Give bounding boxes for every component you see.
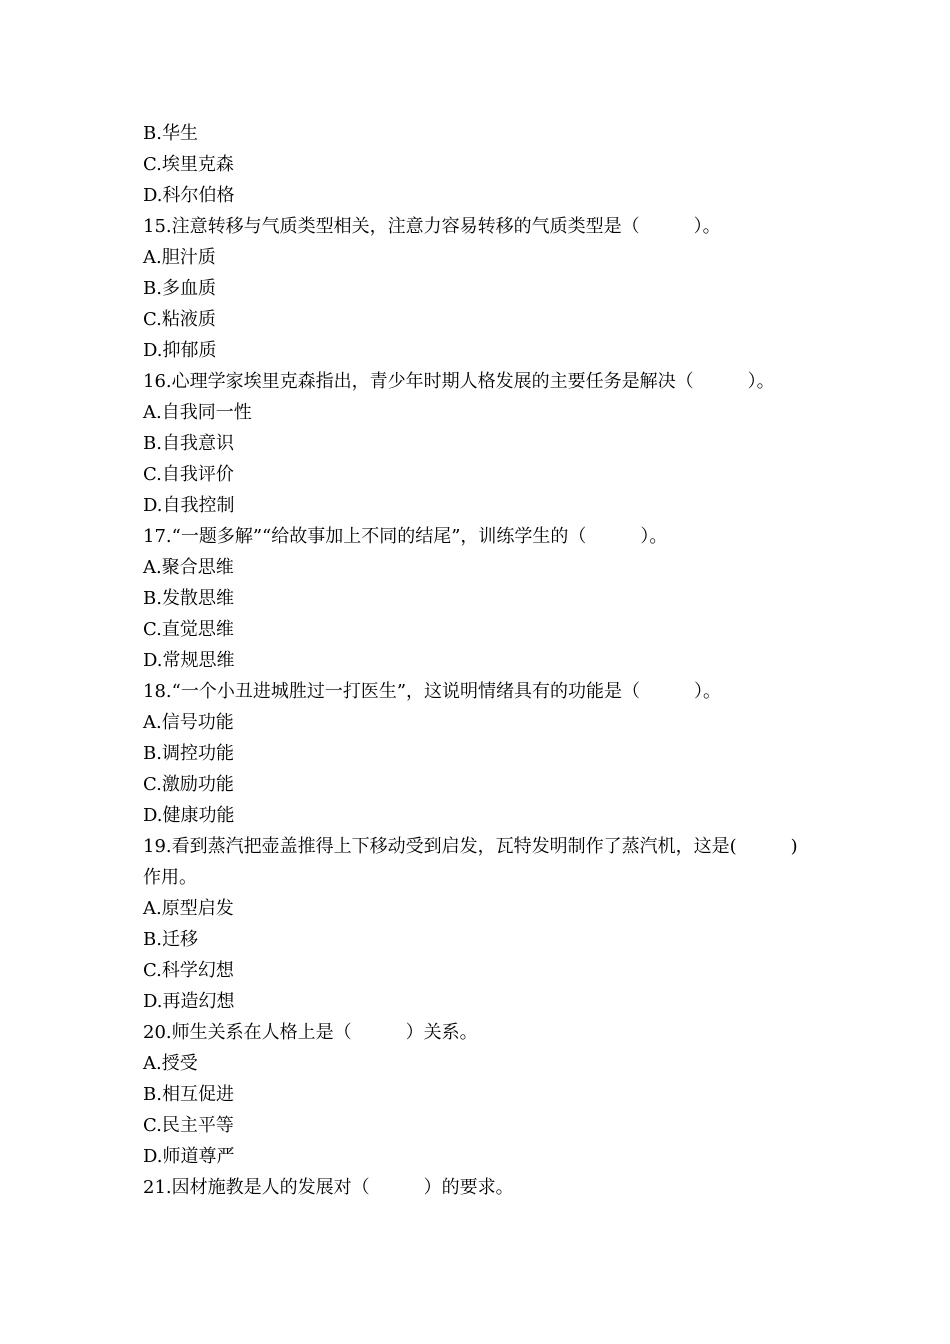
option-a: A.授受 bbox=[143, 1053, 198, 1074]
option-c: C.粘液质 bbox=[143, 309, 216, 330]
question-18 bbox=[143, 676, 833, 831]
question-stem: 20.师生关系在人格上是（ ）关系。 bbox=[143, 1022, 478, 1043]
option-b: B.多血质 bbox=[143, 278, 216, 299]
option-b: B.发散思维 bbox=[143, 588, 234, 609]
option-d: D.抑郁质 bbox=[143, 340, 217, 361]
question-15 bbox=[143, 211, 833, 366]
option-b: B.自我意识 bbox=[143, 433, 234, 454]
question-20 bbox=[143, 1017, 833, 1172]
question-stem: 18.“一个小丑进城胜过一打医生”，这说明情绪具有的功能是（ ）。 bbox=[143, 681, 722, 702]
option-b: B.相互促进 bbox=[143, 1084, 234, 1105]
option-d: D.师道尊严 bbox=[143, 1146, 235, 1167]
question-21 bbox=[143, 1172, 833, 1203]
question-17 bbox=[143, 521, 833, 676]
option-a: A.信号功能 bbox=[143, 712, 234, 733]
question-stem: 17.“一题多解”“给故事加上不同的结尾”，训练学生的（ ）。 bbox=[143, 526, 668, 547]
exam-page bbox=[143, 118, 833, 1203]
option-c: C.直觉思维 bbox=[143, 619, 234, 640]
option-d: D.常规思维 bbox=[143, 650, 235, 671]
option-d: D.自我控制 bbox=[143, 495, 235, 516]
previous-question-options bbox=[143, 118, 833, 211]
option-b: B.迁移 bbox=[143, 929, 198, 950]
option-c: C.自我评价 bbox=[143, 464, 234, 485]
question-19 bbox=[143, 831, 833, 1017]
option-c: C.埃里克森 bbox=[143, 154, 234, 175]
option-c: C.激励功能 bbox=[143, 774, 234, 795]
question-stem: 19.看到蒸汽把壶盖推得上下移动受到启发，瓦特发明制作了蒸汽机，这是( ) bbox=[143, 836, 798, 857]
option-d: D.健康功能 bbox=[143, 805, 235, 826]
option-a: A.自我同一性 bbox=[143, 402, 252, 423]
question-stem: 21.因材施教是人的发展对（ ）的要求。 bbox=[143, 1177, 514, 1198]
option-a: A.原型启发 bbox=[143, 898, 234, 919]
option-a: A.胆汁质 bbox=[143, 247, 216, 268]
question-16 bbox=[143, 366, 833, 521]
option-a: A.聚合思维 bbox=[143, 557, 234, 578]
question-stem-continued: 作用。 bbox=[143, 867, 197, 888]
option-b: B.调控功能 bbox=[143, 743, 234, 764]
option-d: D.科尔伯格 bbox=[143, 185, 235, 206]
option-b: B.华生 bbox=[143, 123, 198, 144]
question-stem: 16.心理学家埃里克森指出，青少年时期人格发展的主要任务是解决（ ）。 bbox=[143, 371, 775, 392]
option-c: C.民主平等 bbox=[143, 1115, 234, 1136]
option-d: D.再造幻想 bbox=[143, 991, 235, 1012]
option-c: C.科学幻想 bbox=[143, 960, 234, 981]
question-stem: 15.注意转移与气质类型相关，注意力容易转移的气质类型是（ ）。 bbox=[143, 216, 721, 237]
